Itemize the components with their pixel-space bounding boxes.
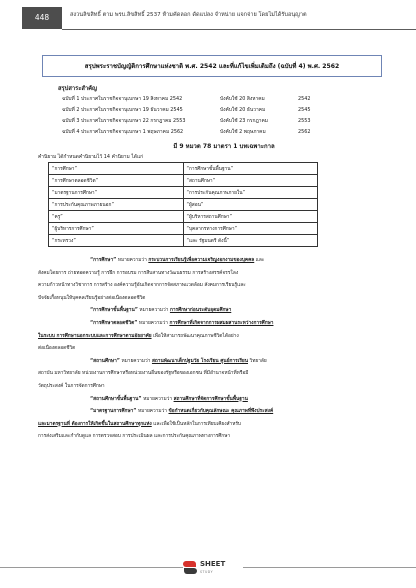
table-cell: “ผู้บริหารการศึกษา” xyxy=(49,223,184,235)
amendment-row xyxy=(38,116,390,127)
amendment-effective: บังคับใช้ 23 กรกฎาคม xyxy=(220,118,268,124)
header-divider xyxy=(62,29,416,30)
amendment-year: 2542 xyxy=(298,96,311,102)
amendment-year: 2545 xyxy=(298,107,311,113)
page-number: 448 xyxy=(22,7,62,29)
definitions-intro: คำนิยาม ได้กำหนดคำนิยามไว้ 14 คำนิยาม ได้แก่ xyxy=(38,154,144,160)
amendment-year: 2562 xyxy=(298,129,311,135)
logo-wordmark xyxy=(200,560,225,576)
paragraph-line: ความก้าวหน้าทางวิชาการ การสร้าง องค์ความรู้อันเกิดจากการจัดสภาพแวดล้อม สังคมการเรียนรู้และ xyxy=(38,283,246,289)
logo-s-icon xyxy=(183,559,197,577)
chapter-heading: มี 9 หมวด 78 มาตรา 1 บทเฉพาะกาล xyxy=(173,143,275,150)
definition-text: และมาตรฐานที่ ต้องการให้เกิดขึ้นในสถานศึกษาทุกแห่ง xyxy=(38,421,152,427)
table-cell: “ผู้สอน” xyxy=(183,199,318,211)
paragraph-basic-institution xyxy=(38,394,390,407)
paragraph-line: สถาบัน มหาวิทยาลัย หน่วยงานการศึกษาหรือหน่วยงานอื่นของรัฐหรือของเอกชน ที่มีอำนาจหน้าที่หรือมี xyxy=(38,371,249,377)
text: เพื่อให้สามารถพัฒนาคุณภาพชีวิตได้อย่าง xyxy=(151,333,239,339)
table-row xyxy=(49,211,318,223)
definition-text: ในระบบ การศึกษานอกระบบและการศึกษาตามอัธยาศัย xyxy=(38,333,152,339)
table-cell: “การประกันคุณภาพภายนอก” xyxy=(49,199,184,211)
table-cell: “ผู้บริหารสถานศึกษา” xyxy=(183,211,318,223)
document-title-box xyxy=(42,55,382,77)
table-cell: “การศึกษาตลอดชีวิต” xyxy=(49,175,184,187)
term: “การศึกษาตลอดชีวิต” xyxy=(90,320,138,326)
definitions-table xyxy=(48,162,318,247)
definition-text: กระบวนการเรียนรู้เพื่อความเจริญงอกงามของบุคคล xyxy=(148,258,255,263)
amendment-row xyxy=(38,105,390,116)
amendment-effective: บังคับใช้ 2 พฤษภาคม xyxy=(220,129,266,135)
summary-heading: สรุปสาระสำคัญ xyxy=(58,86,97,92)
table-cell: “การศึกษาขั้นพื้นฐาน” xyxy=(183,163,318,175)
table-cell: “ครู” xyxy=(49,211,184,223)
paragraph-institution xyxy=(38,356,390,369)
term: “การศึกษา” xyxy=(90,258,117,263)
term: “สถานศึกษาขั้นพื้นฐาน” xyxy=(90,396,142,402)
amendment-year: 2553 xyxy=(298,118,311,124)
table-cell: “สถานศึกษา” xyxy=(183,175,318,187)
amendment-effective: บังคับใช้ 20 สิงหาคม xyxy=(220,96,265,102)
paragraph-line: สังคมโดยการ ถ่ายทอดความรู้ การฝึก การอบรม การสืบสานทางวัฒนธรรม การสร้างสรรค์จรรโลง xyxy=(38,270,239,276)
table-row xyxy=(49,235,318,247)
connector: หมายความว่า xyxy=(137,320,170,326)
definition-paragraphs xyxy=(38,255,390,444)
sheet-study-logo xyxy=(183,556,243,580)
table-cell: “มาตรฐานการศึกษา” xyxy=(49,187,184,199)
paragraph-line: การส่งเสริมและกำกับดูแล การตรวจสอบ การประเมินผล และการประกันคุณภาพทางการศึกษา xyxy=(38,434,231,440)
amendment-announce: ฉบับที่ 2 ประกาศในราชกิจจานุเบกษา 19 ธันวาคม 2545 xyxy=(62,107,183,113)
table-cell: “และ รัฐมนตรี ดังนี้” xyxy=(183,235,318,247)
logo-title: SHEET xyxy=(200,560,226,568)
table-row xyxy=(49,163,318,175)
copyright-notice: สงวนลิขสิทธิ์ ตาม พรบ.ลิขสิทธิ์ 2537 ห้ามคัดลอก ดัดแปลง จำหน่าย แจกจ่าย โดยไม่ได้รับอนุญาต xyxy=(70,12,307,18)
table-row xyxy=(49,223,318,235)
connector: หมายความว่า xyxy=(141,396,174,402)
amendment-row xyxy=(38,94,390,105)
paragraph-line: ปัจจัยเกื้อหนุนให้บุคคลเรียนรู้อย่างต่อเนื่องตลอดชีวิต xyxy=(38,295,146,301)
page-header xyxy=(0,0,416,36)
amendment-row xyxy=(38,127,390,138)
document-title: สรุปพระราชบัญญัติการศึกษาแห่งชาติ พ.ศ. 2542 และที่แก้ไขเพิ่มเติมถึง (ฉบับที่ 4) พ.ศ. 2562 xyxy=(84,63,340,70)
paragraph-basic-education xyxy=(38,305,390,318)
definition-text: ข้อกำหนดเกี่ยวกับคุณลักษณะ คุณภาพที่พึงประสงค์ xyxy=(168,409,274,415)
connector: หมายความว่า xyxy=(136,409,169,415)
table-cell: “การศึกษา” xyxy=(49,163,184,175)
text: และ xyxy=(254,258,265,263)
term: “การศึกษาขั้นพื้นฐาน” xyxy=(90,308,138,314)
table-row xyxy=(49,199,318,211)
paragraph-education xyxy=(38,255,390,268)
paragraph-line xyxy=(38,331,390,344)
text: วิทยาลัย xyxy=(248,358,267,364)
document-body xyxy=(38,81,390,444)
table-cell: “กระทรวง” xyxy=(49,235,184,247)
paragraph-lifelong-education xyxy=(38,318,390,331)
paragraph-line: ต่อเนื่องตลอดชีวิต xyxy=(38,346,76,352)
table-cell: “บุคลากรทางการศึกษา” xyxy=(183,223,318,235)
paragraph-education-standard xyxy=(38,406,390,419)
table-row xyxy=(49,187,318,199)
definition-text: สถานพัฒนาเด็กปฐมวัย โรงเรียน ศูนย์การเรียน xyxy=(151,358,248,364)
amendment-announce: ฉบับที่ 1 ประกาศในราชกิจจานุเบกษา 19 สิงหาคม 2542 xyxy=(62,96,183,102)
definition-text: การศึกษาก่อนระดับอุดมศึกษา xyxy=(169,308,232,314)
logo-subtitle: STUDY xyxy=(200,570,214,574)
amendment-announce: ฉบับที่ 4 ประกาศในราชกิจจานุเบกษา 1 พฤษภาคม 2562 xyxy=(62,129,184,135)
term: “สถานศึกษา” xyxy=(90,358,120,364)
amendment-effective: บังคับใช้ 20 ธันวาคม xyxy=(220,107,266,113)
paragraph-line: วัตถุประสงค์ ในการจัดการศึกษา xyxy=(38,383,105,389)
definition-text: สถานศึกษาที่จัดการศึกษาขั้นพื้นฐาน xyxy=(173,396,248,402)
amendment-list xyxy=(38,94,390,138)
table-row xyxy=(49,175,318,187)
amendment-announce: ฉบับที่ 3 ประกาศในราชกิจจานุเบกษา 22 กรกฎาคม 2553 xyxy=(62,118,186,124)
text: และเพื่อใช้เป็นหลักในการเทียบเคียงสำหรับ xyxy=(151,421,241,427)
connector: หมายความว่า xyxy=(137,308,170,314)
connector: หมายความว่า xyxy=(116,258,149,263)
connector: หมายความว่า xyxy=(119,358,152,364)
table-cell: “การประกันคุณภาพภายใน” xyxy=(183,187,318,199)
paragraph-line xyxy=(38,419,390,432)
definition-text: การศึกษาที่เกิดจากการผสมผสานระหว่างการศึกษา xyxy=(169,320,274,326)
term: “มาตรฐานการศึกษา” xyxy=(90,409,137,415)
